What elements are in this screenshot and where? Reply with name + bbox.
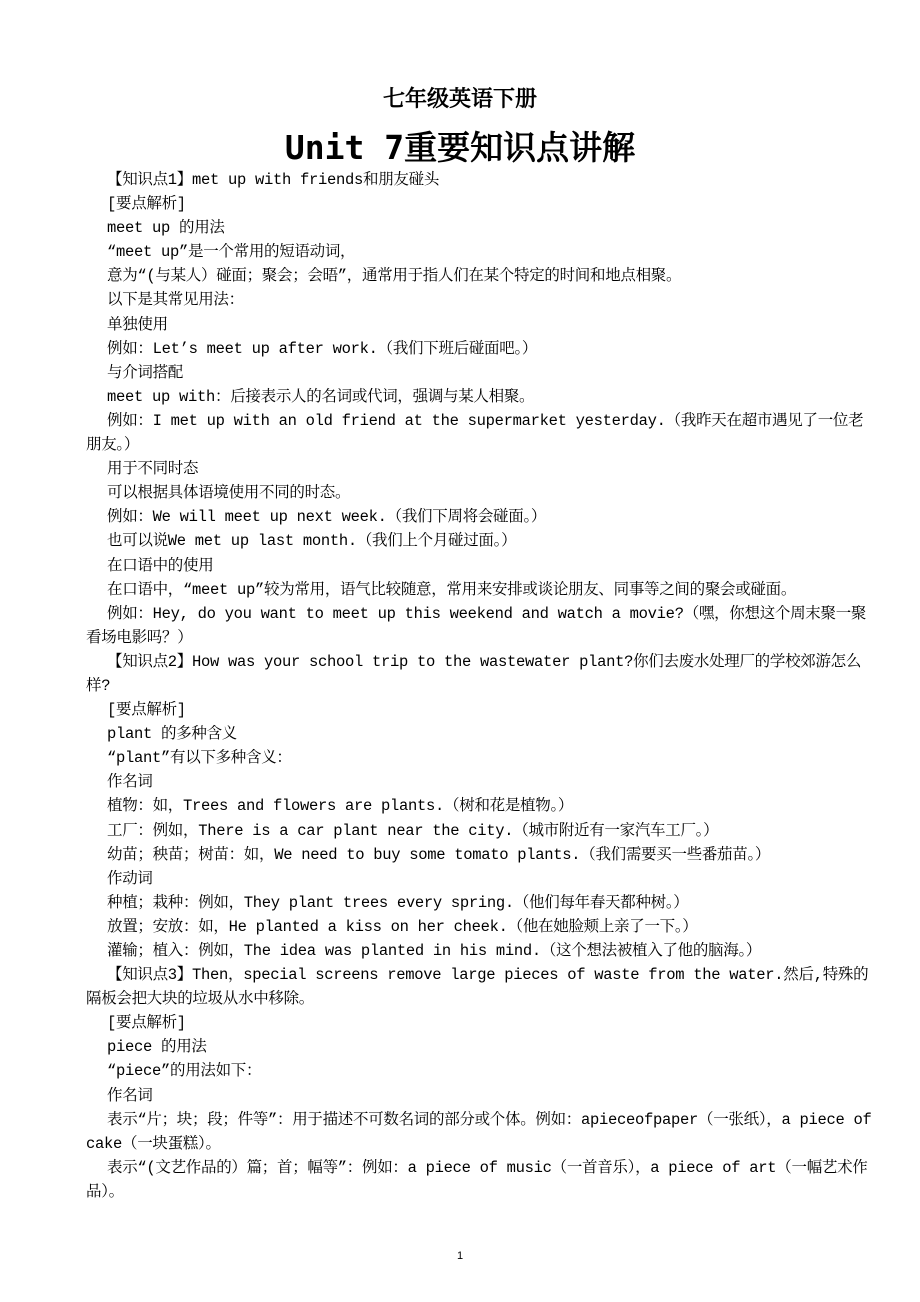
paragraph: 作名词 — [107, 773, 153, 792]
paragraph: 放置；安放：如，He planted a kiss on her cheek.（他在她脸颊上亲了一下。） — [107, 917, 698, 936]
paragraph: meet up 的用法 — [107, 219, 225, 238]
paragraph: 与介词搭配 — [107, 363, 184, 382]
paragraph: [要点解析] — [107, 1014, 186, 1033]
paragraph: 幼苗；秧苗；树苗：如，We need to buy some tomato plants.（我们需要买一些番茄苗。） — [107, 845, 771, 864]
paragraph: “piece”的用法如下： — [107, 1062, 262, 1081]
paragraph: 例如：Hey, do you want to meet up this weekend and watch a movie?（嘿，你想这个周末聚一聚看场电影吗？） — [86, 604, 867, 647]
paragraph: plant 的多种含义 — [107, 725, 238, 744]
paragraph: [要点解析] — [107, 701, 186, 720]
paragraph: 【知识点3】Then，special screens remove large pieces of waste from the water.然后,特殊的隔板会把大块的垃圾从水中移除。 — [86, 966, 869, 1009]
paragraph: 单独使用 — [107, 315, 168, 334]
paragraph: 在口语中的使用 — [107, 556, 214, 575]
paragraph: 用于不同时态 — [107, 460, 199, 479]
paragraph: 表示“片；块；段；件等”：用于描述不可数名词的部分或个体。例如：apieceofpaper（一张纸），a piece of cake（一块蛋糕）。 — [86, 1110, 872, 1153]
paragraph: 作动词 — [107, 869, 153, 888]
paragraph: 例如：I met up with an old friend at the supermarket yesterday.（我昨天在超市遇见了一位老朋友。） — [86, 411, 864, 455]
document-title: Unit 7重要知识点讲解 — [284, 128, 636, 167]
paragraph: “plant”有以下多种含义： — [107, 749, 292, 768]
document-subtitle: 七年级英语下册 — [382, 87, 537, 112]
page-number: 1 — [456, 1250, 464, 1262]
paragraph: 表示“(文艺作品的）篇；首；幅等”：例如：a piece of music（一首音乐），a piece of art（一幅艺术作品）。 — [86, 1158, 868, 1201]
paragraph: 作名词 — [107, 1086, 153, 1105]
paragraph: 工厂：例如，There is a car plant near the city.（城市附近有一家汽车工厂。） — [107, 821, 719, 840]
paragraph: 也可以说We met up last month.（我们上个月碰过面。） — [107, 532, 517, 551]
paragraph: 可以根据具体语境使用不同的时态。 — [107, 484, 351, 503]
paragraph: 例如：Let’s meet up after work.（我们下班后碰面吧。） — [107, 339, 538, 358]
paragraph: 【知识点2】How was your school trip to the wastewater plant?你们去废水处理厂的学校郊游怎么样? — [86, 652, 862, 695]
paragraph: 以下是其常见用法： — [107, 291, 244, 310]
paragraph: 【知识点1】met up with friends和朋友碰头 — [107, 171, 440, 189]
paragraph: 例如：We will meet up next week.（我们下周将会碰面。） — [107, 508, 547, 527]
paragraph: 意为“(与某人）碰面；聚会；会晤”，通常用于指人们在某个特定的时间和地点相聚。 — [107, 267, 682, 286]
paragraph: [要点解析] — [107, 195, 186, 214]
document-body — [86, 168, 878, 1204]
paragraph: piece 的用法 — [107, 1038, 207, 1057]
paragraph: 灌输；植入：例如，The idea was planted in his mind.（这个想法被植入了他的脑海。） — [107, 942, 762, 960]
paragraph: “meet up”是一个常用的短语动词， — [107, 243, 356, 262]
paragraph: 植物：如，Trees and flowers are plants.（树和花是植物。） — [107, 797, 574, 816]
paragraph: meet up with：后接表示人的名词或代词，强调与某人相聚。 — [107, 387, 535, 406]
paragraph: 种植；栽种：例如，They plant trees every spring.（他们每年春天都种树。） — [107, 893, 689, 912]
paragraph: 在口语中，“meet up”较为常用，语气比较随意，常用来安排或谈论朋友、同事等之间的聚会或碰面。 — [107, 580, 797, 599]
